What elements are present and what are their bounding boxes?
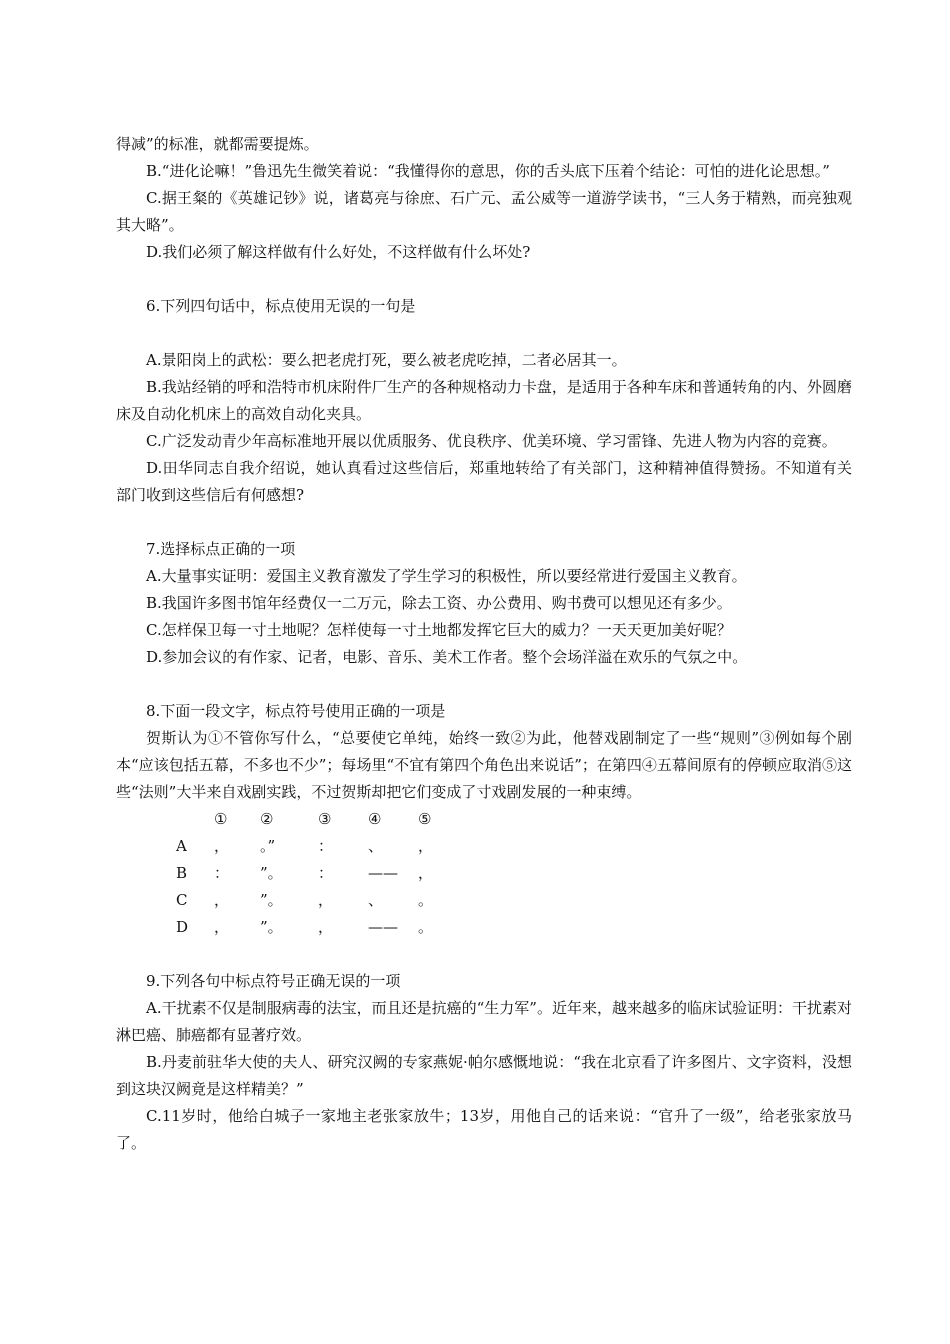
q5-option-d: D.我们必须了解这样做有什么好处，不这样做有什么坏处? xyxy=(146,243,531,261)
table-header-cell: ② xyxy=(260,810,274,828)
q6-option-b: B.我站经销的呼和浩特市机床附件厂生产的各种规格动力卡盘，是适用于各种车床和普通转角的内、外圆磨床及自动化机床上的高效自动化夹具。 xyxy=(116,378,852,423)
table-cell: 。 xyxy=(418,918,434,936)
q6-option-a: A.景阳岗上的武松：要么把老虎打死，要么被老虎吃掉，二者必居其一。 xyxy=(146,351,627,369)
document-body xyxy=(116,131,852,1157)
table-cell: ， xyxy=(214,891,230,909)
table-cell: ， xyxy=(418,837,434,855)
table-cell: ， xyxy=(318,891,334,909)
question-8: 8.下面一段文字，标点符号使用正确的一项是 xyxy=(146,702,446,720)
table-cell: ： xyxy=(214,864,230,882)
table-cell: ， xyxy=(318,918,334,936)
q7-option-a: A.大量事实证明：爱国主义教育激发了学生学习的积极性，所以要经常进行爱国主义教育。 xyxy=(146,567,747,585)
q6-option-c: C.广泛发动青少年高标准地开展以优质服务、优良秩序、优美环境、学习雷锋、先进人物为内容的竞赛。 xyxy=(146,432,837,450)
table-header-cell: ④ xyxy=(368,810,382,828)
table-cell: ， xyxy=(214,837,230,855)
q9-option-b: B.丹麦前驻华大使的夫人、研究汉阙的专家燕妮·帕尔感慨地说：“我在北京看了许多图片、文字资料，没想到这块汉阙竟是这样精美？” xyxy=(116,1053,852,1098)
table-cell: 、 xyxy=(368,891,384,909)
q8-options-table xyxy=(176,806,458,941)
q7-option-d: D.参加会议的有作家、记者，电影、音乐、美术工作者。整个会场洋溢在欢乐的气氛之中。 xyxy=(146,648,748,666)
option-label: D xyxy=(176,918,189,936)
table-cell: 。 xyxy=(418,891,434,909)
option-label: A xyxy=(176,837,187,855)
table-cell: —— xyxy=(368,918,398,936)
table-row xyxy=(176,914,458,941)
q5-option-c: C.据王粲的《英雄记钞》说，诸葛亮与徐庶、石广元、孟公威等一道游学读书，“三人务于精熟，而亮独观其大略”。 xyxy=(116,189,852,234)
q9-option-a: A.干扰素不仅是制服病毒的法宝，而且还是抗癌的“生力军”。近年来，越来越多的临床试验证明：干扰素对淋巴癌、肺癌都有显著疗效。 xyxy=(116,999,852,1044)
table-header-row xyxy=(176,806,458,833)
table-header-cell: ③ xyxy=(318,810,332,828)
q7-option-b: B.我国许多图书馆年经费仅一二万元，除去工资、办公费用、购书费可以想见还有多少。 xyxy=(146,594,732,612)
table-header-cell: ① xyxy=(214,810,228,828)
table-row xyxy=(176,860,458,887)
table-cell: —— xyxy=(368,864,398,882)
q6-option-d: D.田华同志自我介绍说，她认真看过这些信后，郑重地转给了有关部门，这种精神值得赞扬。不知道有关部门收到这些信后有何感想? xyxy=(116,459,852,504)
q5-option-b: B.“进化论嘛！”鲁迅先生微笑着说：“我懂得你的意思，你的舌头底下压着个结论：可怕的进化论思想。” xyxy=(146,162,830,180)
table-cell: ， xyxy=(214,918,230,936)
option-label: C xyxy=(176,891,188,909)
paragraph-continuation: 得减”的标准，就都需要提炼。 xyxy=(116,135,319,153)
table-row xyxy=(176,887,458,914)
table-cell: ”。 xyxy=(260,864,283,882)
table-cell: 。” xyxy=(260,837,276,855)
option-label: B xyxy=(176,864,188,882)
table-row xyxy=(176,833,458,860)
question-6: 6.下列四句话中，标点使用无误的一句是 xyxy=(146,297,416,315)
table-cell: ， xyxy=(418,864,434,882)
question-9: 9.下列各句中标点符号正确无误的一项 xyxy=(146,972,401,990)
q9-option-c: C.11岁时，他给白城子一家地主老张家放牛；13岁，用他自己的话来说：“官升了一级”，给老张家放马了。 xyxy=(116,1107,852,1152)
table-cell: 、 xyxy=(368,837,384,855)
table-cell: ”。 xyxy=(260,918,283,936)
q8-passage: 贺斯认为①不管你写什么，“总要使它单纯，始终一致②为此，他替戏剧制定了一些“规则”③例如每个剧本“应该包括五幕，不多也不少”；每场里“不宜有第四个角色出来说话”；在第四④五幕间原有的停顿应取消⑤这些“法则”大半来自戏剧实践，不过贺斯却把它们变成了寸戏剧发展的一种束缚。 xyxy=(116,729,852,801)
table-header-cell: ⑤ xyxy=(418,810,432,828)
question-7: 7.选择标点正确的一项 xyxy=(146,540,296,558)
table-cell: ”。 xyxy=(260,891,283,909)
q7-option-c: C.怎样保卫每一寸土地呢？怎样使每一寸土地都发挥它巨大的威力？一天天更加美好呢？ xyxy=(146,621,732,639)
table-cell: ： xyxy=(318,864,334,882)
table-cell: ： xyxy=(318,837,334,855)
